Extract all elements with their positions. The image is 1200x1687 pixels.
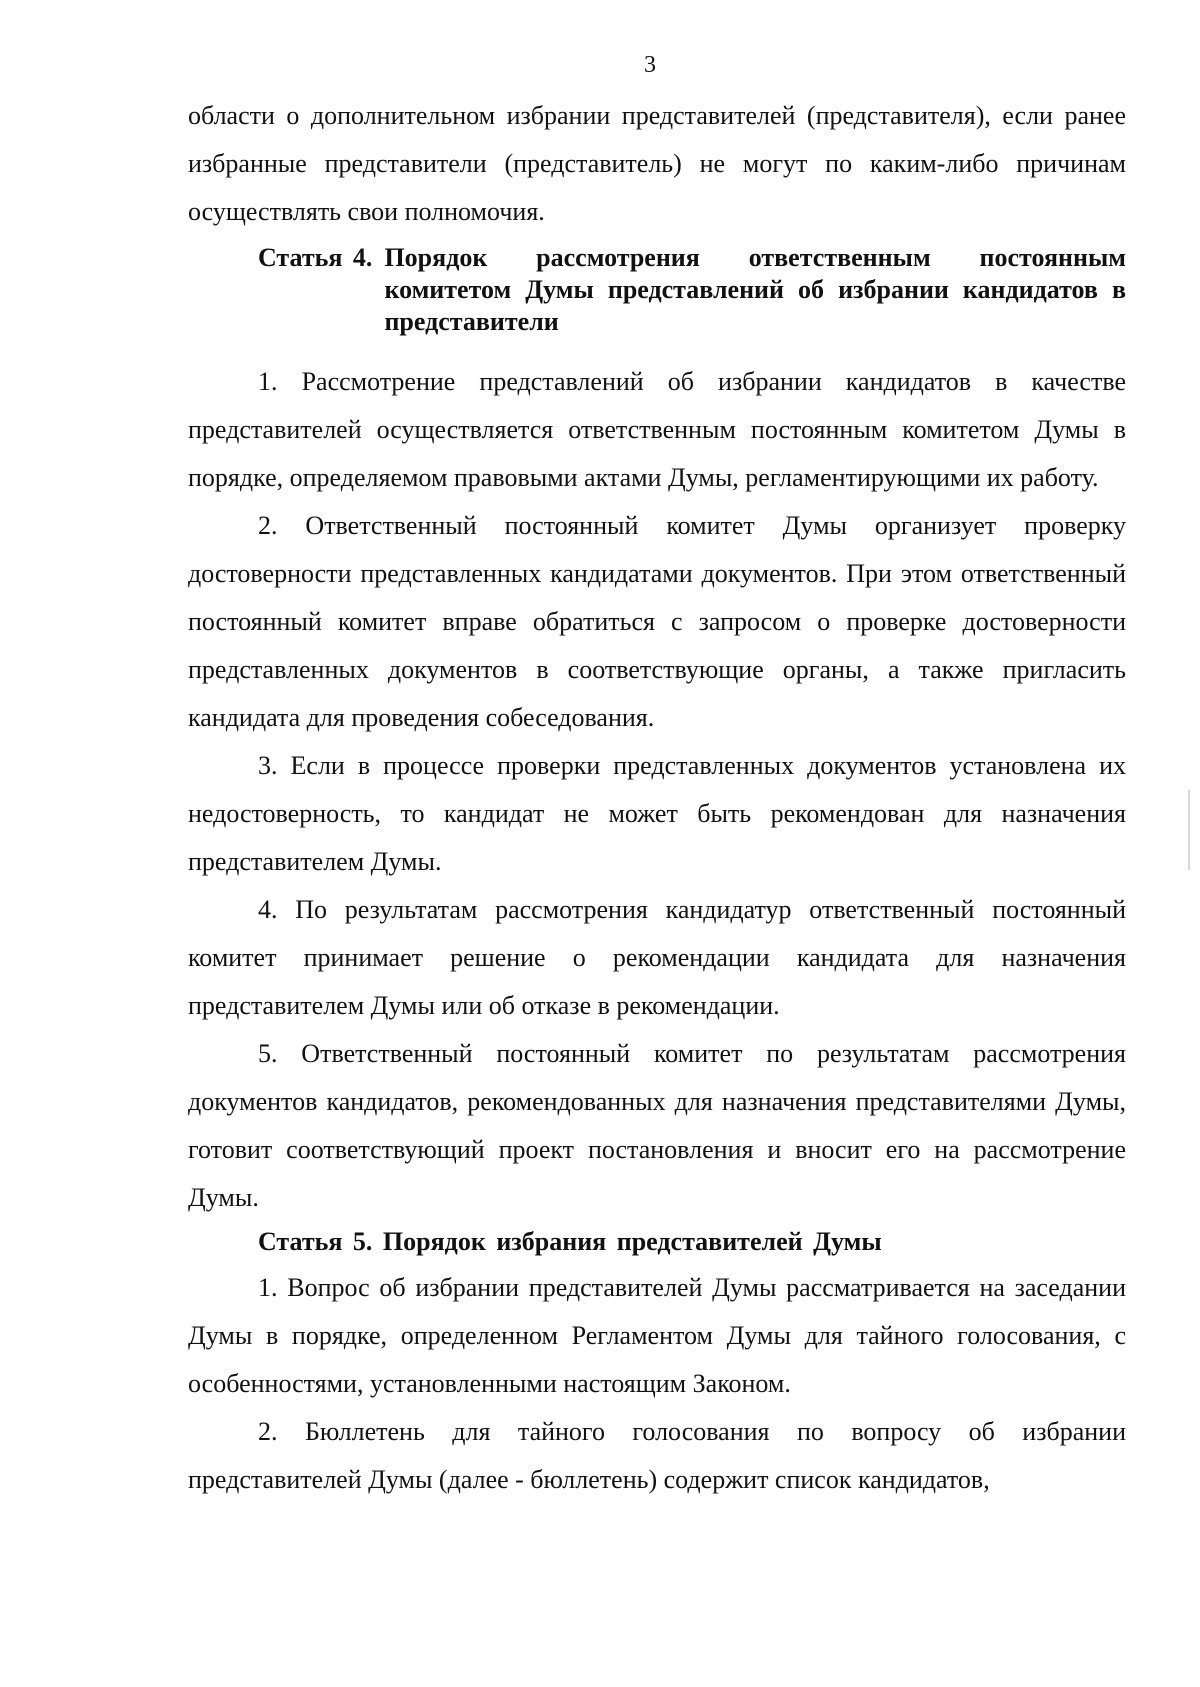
article-4-title: Порядок рассмотрения ответственным постоянным комитетом Думы представлений об избрании кандидатов в представители xyxy=(384,243,1126,336)
article-4-paragraph-3: 3. Если в процессе проверки представленных документов установлена их недостоверность, то кандидат не может быть рекомендован для назначения представителем Думы. xyxy=(188,751,1126,876)
article-4-paragraph-5: 5. Ответственный постоянный комитет по результатам рассмотрения документов кандидатов, рекомендованных для назначения представителями Думы, готовит соответствующий проект постановления и вносит его на рассмотрение Думы. xyxy=(188,1039,1126,1212)
article-5-paragraph-1: 1. Вопрос об избрании представителей Думы рассматривается на заседании Думы в порядке, определенном Регламентом Думы для тайного голосования, с особенностями, установленными настоящим Законом. xyxy=(188,1273,1126,1398)
article-4-number: Статья 4. xyxy=(258,243,373,272)
article-4-paragraph-2: 2. Ответственный постоянный комитет Думы организует проверку достоверности представленных кандидатами документов. При этом ответственный постоянный комитет вправе обратиться с запросом о проверке достоверности представленных документов в соответствующие органы, а также пригласить кандидата для проведения собеседования. xyxy=(188,511,1126,732)
paragraph-continuation: области о дополнительном избрании представителей (представителя), если ранее избранные представители (представитель) не могут по каким-либо причинам осуществлять свои полномочия. xyxy=(188,101,1126,226)
article-4-paragraph-4: 4. По результатам рассмотрения кандидатур ответственный постоянный комитет принимает решение о рекомендации кандидата для назначения представителем Думы или об отказе в рекомендации. xyxy=(188,895,1126,1020)
article-5-title: Статья 5. Порядок избрания представителей Думы xyxy=(258,1227,882,1256)
article-4-heading xyxy=(258,242,1126,338)
document-body xyxy=(188,92,1126,1504)
article-5-heading xyxy=(258,1226,1126,1258)
article-5-paragraph-2: 2. Бюллетень для тайного голосования по вопросу об избрании представителей Думы (далее - бюллетень) содержит список кандидатов, xyxy=(188,1417,1126,1494)
scan-edge-mark xyxy=(1188,790,1190,870)
page-number: 3 xyxy=(644,52,656,78)
article-4-paragraph-1: 1. Рассмотрение представлений об избрании кандидатов в качестве представителей осуществляется ответственным постоянным комитетом Думы в порядке, определяемом правовыми актами Думы, регламентирующими их работу. xyxy=(188,367,1126,492)
